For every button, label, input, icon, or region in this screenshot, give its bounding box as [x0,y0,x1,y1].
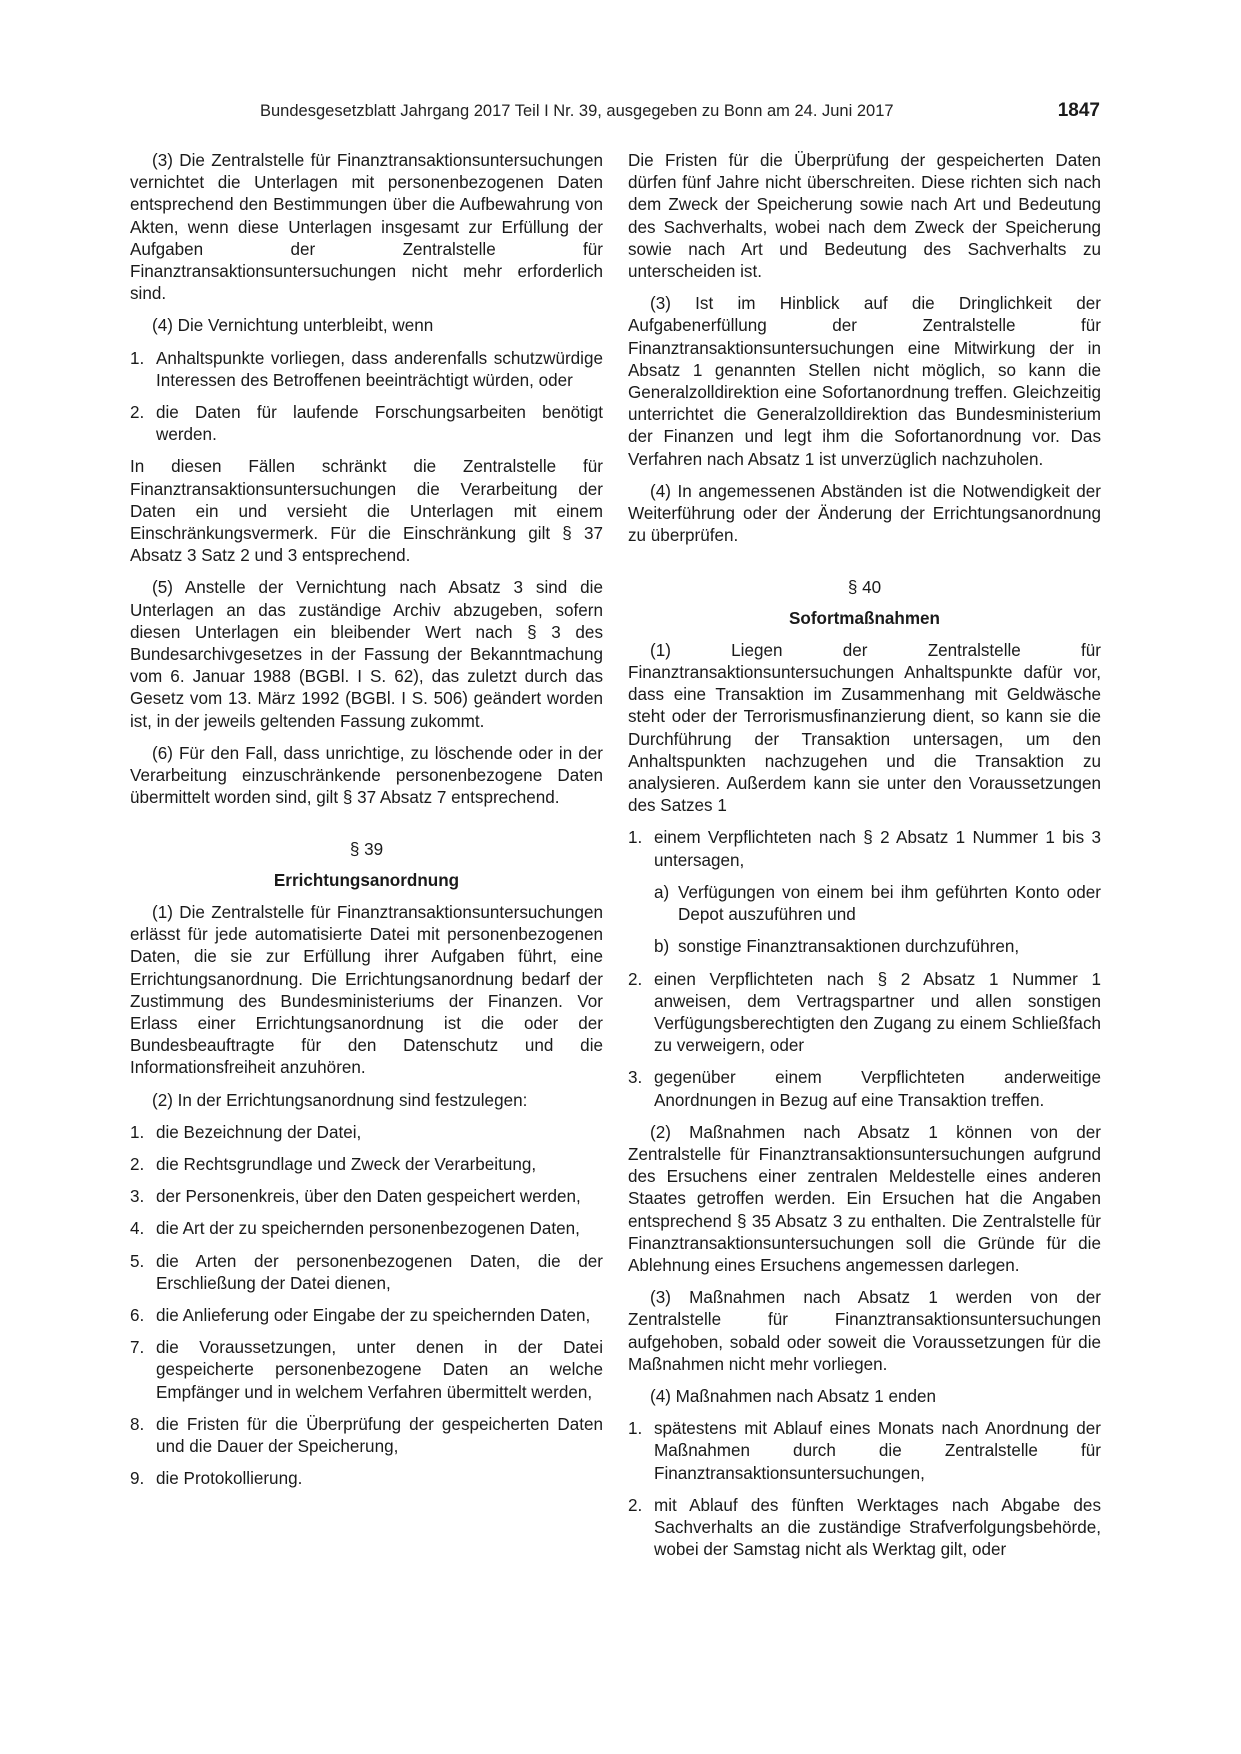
list-number: 2. [628,969,643,989]
list-text: die Daten für laufende Forschungsarbeiten benötigt werden. [156,403,603,445]
list-number: 4. [130,1219,145,1239]
list-text: einem Verpflichteten nach § 2 Absatz 1 Nummer 1 bis 3 untersagen, [654,828,1101,870]
list-item [130,1305,603,1327]
paragraph-5: (5) Anstelle der Vernichtung nach Absatz 3 sind die Unterlagen an das zuständige Archiv abzugeben, sofern diesen Unterlagen ein bleibender Wert nach § 3 des Bundesarchivgesetzes in der Fassung der Bekanntmachung vom 6. Januar 1988 (BGBl. I S. 62), das zuletzt durch das Gesetz vom 13. März 1992 (BGBl. I S. 506) geändert worden ist, in der jeweils geltenden Fassung zukommt. [130,578,603,731]
paragraph-6: (6) Für den Fall, dass unrichtige, zu löschende oder in der Verarbeitung einzuschränkende personenbezogene Daten übermittelt worden sind, gilt § 37 Absatz 7 entsprechend. [130,743,603,808]
list-number: 1. [130,348,145,368]
sublist-item [654,936,1101,958]
list-number: 7. [130,1338,145,1358]
section-40-title: Sofortmaßnahmen [788,608,940,628]
list-item [130,1337,603,1404]
list-number: 2. [130,1154,145,1174]
list-item [130,1154,603,1176]
list-text: gegenüber einem Verpflichteten anderweitige Anordnungen in Bezug auf eine Transaktion treffen. [654,1068,1101,1110]
section-40-paragraph-1: (1) Liegen der Zentralstelle für Finanztransaktionsuntersuchungen Anhaltspunkte dafür vor, dass eine Transaktion im Zusammenhang mit Geldwäsche steht oder der Terrorismusfinanzierung dient, so kann sie die Durchführung der Transaktion untersagen, um den Anhaltspunkten nachzugehen und die Transaktion zu analysieren. Außerdem kann sie unter den Voraussetzungen des Satzes 1 [628,640,1101,816]
paragraph-4: (4) In angemessenen Abständen ist die Notwendigkeit der Weiterführung oder der Änderung der Errichtungsanordnung zu überprüfen. [628,481,1101,546]
list-text: die Fristen für die Überprüfung der gespeicherten Daten und die Dauer der Speicherung, [156,1414,603,1456]
list-text: die Anlieferung oder Eingabe der zu speichernden Daten, [156,1305,591,1325]
list-item [628,827,1101,871]
page-number: 1847 [1057,100,1100,121]
sublist-letter: b) [654,937,670,957]
list-item [130,348,603,392]
sublist-text: Verfügungen von einem bei ihm geführten Konto oder Depot auszuführen und [678,882,1101,925]
list-number: 2. [130,403,145,423]
list-text: die Bezeichnung der Datei, [156,1122,362,1142]
list-number: 6. [130,1305,145,1325]
list-item [130,402,603,446]
list-number: 1. [130,1122,145,1142]
list-text: der Personenkreis, über den Daten gespeichert werden, [156,1187,581,1207]
list-s40-p4 [628,1418,1101,1561]
continuation-paragraph: Die Fristen für die Überprüfung der gespeicherten Daten dürfen fünf Jahre nicht überschreiten. Diese richten sich nach dem Zweck der Speicherung sowie nach Art und Bedeutung des Sachverhalts, wobei nach dem Zweck der Speicherung sowie nach Art und Bedeutung des Sachverhalts zu unterscheiden ist. [628,151,1101,282]
running-header: Bundesgesetzblatt Jahrgang 2017 Teil I Nr. 39, ausgegeben zu Bonn am 24. Juni 2017 [260,102,894,120]
list-item [130,1122,603,1144]
sublist-text: sonstige Finanztransaktionen durchzuführen, [678,937,1020,957]
list-p4 [130,348,603,447]
list-number: 5. [130,1251,145,1271]
list-item [130,1186,603,1208]
section-40-paragraph-3: (3) Maßnahmen nach Absatz 1 werden von der Zentralstelle für Finanztransaktionsuntersuchungen aufgehoben, sobald oder soweit die Voraussetzungen für die Maßnahmen nicht mehr vorliegen. [628,1288,1101,1374]
paragraph-3: (3) Ist im Hinblick auf die Dringlichkeit der Aufgabenerfüllung der Zentralstelle für Finanztransaktionsuntersuchungen eine Mitwirkung der in Absatz 1 genannten Stellen nicht möglich, so kann die Generalzolldirektion eine Sofortanordnung treffen. Gleichzeitig unterrichtet die Generalzolldirektion das Bundesministerium der Finanzen und legt ihm die Sofortanordnung vor. Das Verfahren nach Absatz 1 ist unverzüglich nachzuholen. [628,294,1101,469]
left-column [130,150,603,1500]
list-text: Anhaltspunkte vorliegen, dass anderenfalls schutzwürdige Interessen des Betroffenen beeinträchtigt würden, oder [156,348,603,390]
list-text: die Rechtsgrundlage und Zweck der Verarbeitung, [156,1154,537,1174]
list-s40 [628,827,1101,1111]
list-number: 1. [628,828,643,848]
list-number: 9. [130,1469,145,1489]
page-header [130,100,1100,124]
section-40-paragraph-4: (4) Maßnahmen nach Absatz 1 enden [650,1386,937,1406]
list-item [628,1418,1101,1485]
list-number: 2. [628,1495,643,1515]
list-number: 3. [628,1068,643,1088]
section-39-number: § 39 [349,840,384,860]
section-40-number: § 40 [847,578,882,598]
sublist-item [654,882,1101,926]
section-39-title: Errichtungsanordnung [273,870,460,890]
list-text: die Protokollierung. [156,1469,303,1489]
list-s39 [130,1122,603,1491]
list-text: spätestens mit Ablauf eines Monats nach Anordnung der Maßnahmen durch die Zentralstelle für Finanztransaktionsuntersuchungen, [654,1419,1101,1483]
list-item [628,1495,1101,1562]
list-item [628,969,1101,1058]
list-item [130,1468,603,1490]
list-text: einen Verpflichteten nach § 2 Absatz 1 Nummer 1 anweisen, dem Vertragspartner und allen sonstigen Verfügungsberechtigten den Zugang zu einem Schließfach zu verweigern, oder [654,969,1101,1056]
paragraph-4: (4) Die Vernichtung unterbleibt, wenn [152,316,434,336]
paragraph-4-continuation: In diesen Fällen schränkt die Zentralstelle für Finanztransaktionsuntersuchungen die Verarbeitung der Daten ein und versieht die Unterlagen mit einem Einschränkungsvermerk. Für die Einschränkung gilt § 37 Absatz 3 Satz 2 und 3 entsprechend. [130,457,603,566]
section-39-paragraph-2: (2) In der Errichtungsanordnung sind festzulegen: [152,1090,528,1110]
sublist [628,882,1101,959]
list-text: die Arten der personenbezogenen Daten, die der Erschließung der Datei dienen, [156,1251,603,1293]
section-40-paragraph-2: (2) Maßnahmen nach Absatz 1 können von der Zentralstelle für Finanztransaktionsuntersuchungen aufgrund des Ersuchens einer zentralen Meldestelle eines anderen Staates getroffen werden. Ein Ersuchen hat die Angaben entsprechend § 35 Absatz 3 zu enthalten. Die Zentralstelle für Finanztransaktionsuntersuchungen soll die Gründe für die Ablehnung eines Ersuchens angemessen darlegen. [628,1122,1101,1275]
list-text: die Art der zu speichernden personenbezogenen Daten, [156,1219,580,1239]
list-number: 3. [130,1187,145,1207]
paragraph-3: (3) Die Zentralstelle für Finanztransaktionsuntersuchungen vernichtet die Unterlagen mit personenbezogenen Daten entsprechend den Bestimmungen über die Aufbewahrung von Akten, wenn diese Unterlagen insgesamt zur Erfüllung der Aufgaben der Zentralstelle für Finanztransaktionsuntersuchungen nicht mehr erforderlich sind. [130,151,603,304]
list-text: die Voraussetzungen, unter denen in der Datei gespeicherte personenbezogene Daten an welche Empfänger und in welchem Verfahren übermittelt werden, [156,1338,603,1402]
list-item [130,1218,603,1240]
section-39-paragraph-1: (1) Die Zentralstelle für Finanztransaktionsuntersuchungen erlässt für jede automatisierte Datei mit personenbezogenen Daten, die sie zur Erfüllung ihrer Aufgaben führt, eine Errichtungsanordnung. Die Errichtungsanordnung bedarf der Zustimmung des Bundesministeriums der Finanzen. Vor Erlass einer Errichtungsanordnung ist die oder der Bundesbeauftragte für den Datenschutz und die Informationsfreiheit anzuhören. [130,902,603,1078]
list-item [130,1251,603,1295]
list-item [628,1067,1101,1111]
list-number: 8. [130,1414,145,1434]
sublist-letter: a) [654,882,670,902]
list-text: mit Ablauf des fünften Werktages nach Abgabe des Sachverhalts an die zuständige Strafverfolgungsbehörde, wobei der Samstag nicht als Werktag gilt, oder [654,1495,1101,1560]
list-item [130,1414,603,1458]
list-number: 1. [628,1419,643,1439]
right-column [628,150,1101,1571]
